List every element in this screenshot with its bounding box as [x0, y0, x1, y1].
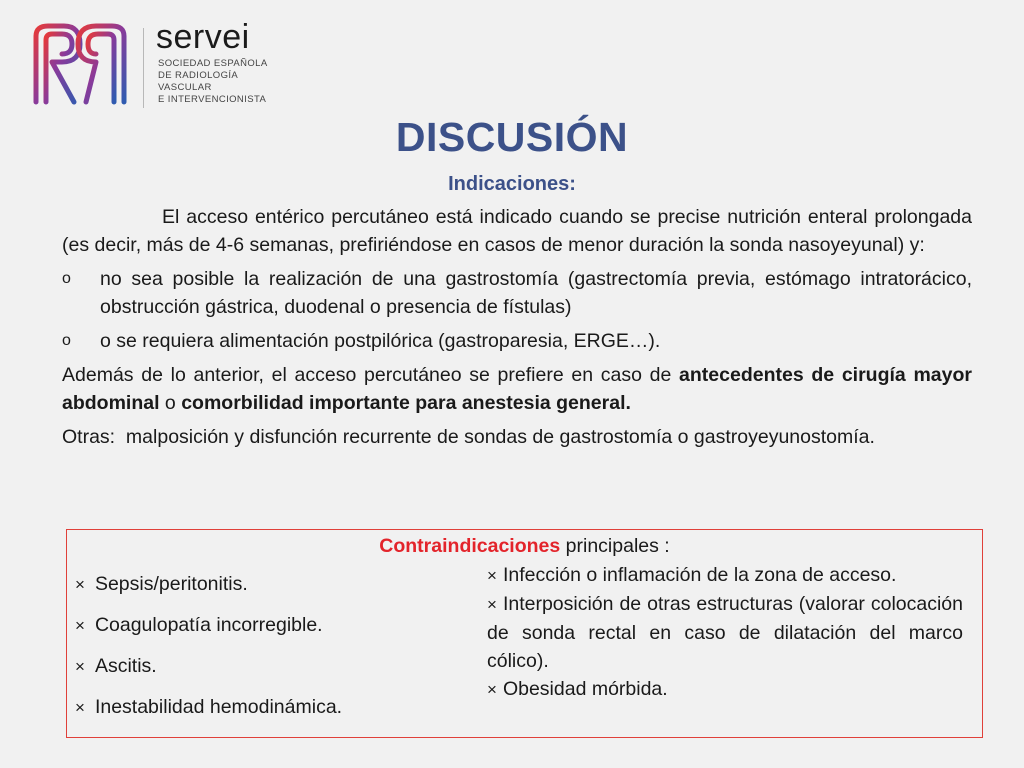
list-item-text: Sepsis/peritonitis.: [94, 573, 248, 595]
list-item-text: Ascitis.: [94, 655, 157, 677]
brand-subtitle-line: E INTERVENCIONISTA: [158, 94, 267, 105]
bullet-marker: o: [62, 270, 71, 287]
intro-paragraph: [62, 203, 972, 259]
brand-subtitle-line: SOCIEDAD ESPAÑOLA: [158, 58, 268, 69]
list-item: [62, 265, 972, 321]
main-text: [62, 203, 972, 457]
bullet-marker: o: [62, 332, 71, 349]
list-item: [75, 570, 475, 599]
list-item-text: Infección o inflamación de la zona de acceso.: [502, 564, 897, 586]
list-item: [75, 611, 475, 640]
contraindications-title-rest: principales :: [560, 535, 670, 557]
list-item-text: Inestabilidad hemodinámica.: [94, 696, 343, 718]
list-item-text: Interposición de otras estructuras (valorar colocación de sonda rectal en caso de dilatación del marco cólico).: [487, 593, 963, 672]
cross-icon: ×: [75, 657, 85, 676]
list-item-text: o se requiera alimentación postpilórica (gastroparesia, ERGE…).: [100, 330, 661, 352]
logo-divider: [143, 28, 144, 108]
section-subtitle: Indicaciones:: [448, 173, 576, 195]
cross-icon: ×: [487, 595, 497, 614]
list-item: [62, 327, 972, 355]
list-item: [487, 675, 963, 704]
cross-icon: ×: [75, 698, 85, 717]
cross-icon: ×: [487, 680, 497, 699]
brand-name: servei: [156, 18, 250, 56]
contraindications-left-list: [75, 570, 475, 734]
list-item: [487, 590, 963, 675]
cross-icon: ×: [75, 616, 85, 635]
list-item: [75, 652, 475, 681]
cross-icon: ×: [75, 575, 85, 594]
additional-prefix: Además de lo anterior, el acceso percutáneo se prefiere en caso de: [62, 364, 680, 386]
contraindications-right-list: [487, 561, 963, 704]
list-item-text: Obesidad mórbida.: [502, 678, 668, 700]
additional-middle: o: [159, 392, 182, 414]
cross-icon: ×: [487, 566, 497, 585]
brand-subtitle-line: VASCULAR: [158, 82, 212, 93]
contraindications-box: [66, 529, 983, 738]
list-item-text: Coagulopatía incorregible.: [94, 614, 323, 636]
brand-subtitle: [158, 58, 268, 106]
additional-paragraph: [62, 361, 972, 417]
additional-bold-2: comorbilidad importante para anestesia general.: [181, 392, 631, 414]
list-item: [487, 561, 963, 590]
contraindications-title: [67, 535, 982, 558]
contraindications-title-red: Contraindicaciones: [379, 535, 561, 557]
intro-text: El acceso entérico percutáneo está indicado cuando se precise nutrición enteral prolongada (es decir, más de 4-6 semanas, prefiriéndose en casos de menor duración la sonda nasoyeyunal) y:: [62, 206, 972, 256]
additional-bold-1: antecedentes de cirugía mayor abdominal: [62, 364, 972, 414]
servei-logo-icon: [30, 22, 130, 106]
indication-list: [62, 265, 972, 355]
otras-paragraph: Otras: malposición y disfunción recurrente de sondas de gastrostomía o gastroyeyunostomía.: [62, 426, 875, 448]
brand-subtitle-line: DE RADIOLOGÍA: [158, 70, 239, 81]
list-item: [75, 693, 475, 722]
page-title: DISCUSIÓN: [395, 114, 629, 160]
list-item-text: no sea posible la realización de una gastrostomía (gastrectomía previa, estómago intratorácico, obstrucción gástrica, duodenal o presencia de fístulas): [100, 268, 972, 318]
